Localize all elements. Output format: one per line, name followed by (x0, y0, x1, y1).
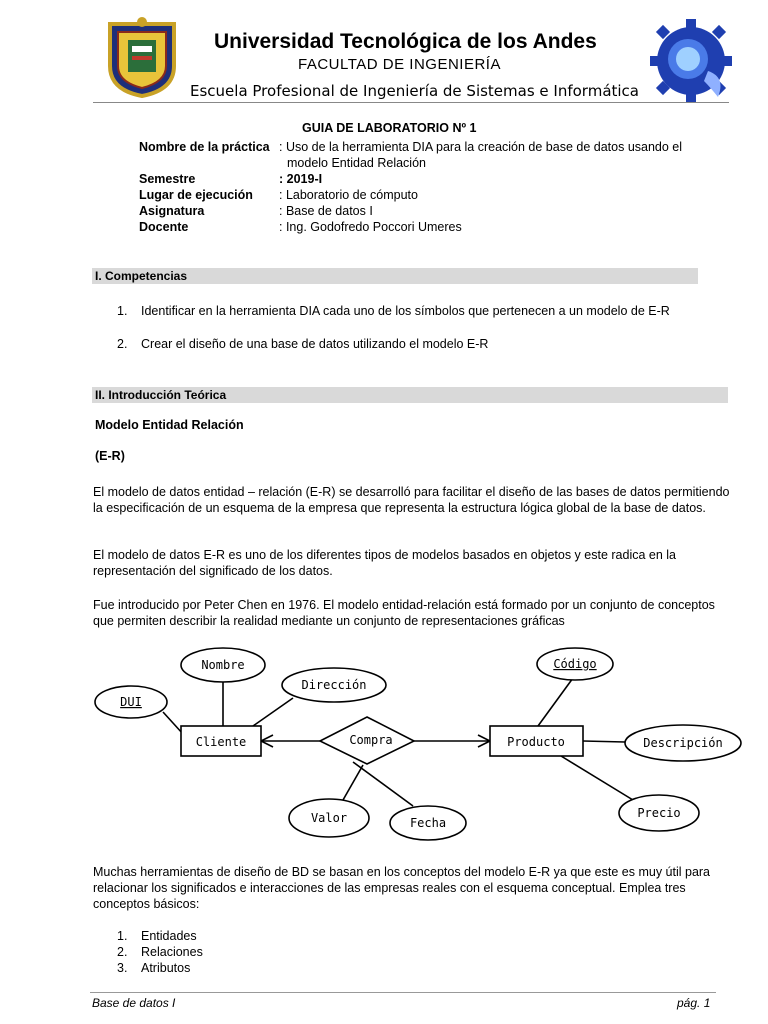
attr-precio: Precio (637, 806, 681, 820)
list-number: 2. (117, 945, 128, 959)
footer-page-number: pág. 1 (677, 996, 711, 1010)
list-text: Atributos (141, 961, 191, 975)
attr-nombre: Nombre (201, 658, 245, 672)
subtitle-abbrev: (E-R) (95, 449, 125, 463)
list-text: Entidades (141, 929, 197, 943)
school-gear-logo-icon (648, 17, 734, 105)
list-item (117, 336, 488, 352)
entity-producto: Producto (507, 735, 565, 749)
info-row-lugar (139, 187, 699, 203)
list-item (117, 303, 670, 319)
attr-codigo: Código (553, 657, 597, 671)
edge-producto-descripcion (583, 741, 625, 742)
paragraph-3: Fue introducido por Peter Chen en 1976. El modelo entidad-relación está formado por un conjunto de conceptos que permiten describir la realidad mediante un conjunto de representaciones gráficas (93, 598, 715, 628)
attr-descripcion: Descripción (643, 736, 723, 750)
university-seal-icon (102, 16, 182, 98)
list-text: Identificar en la herramienta DIA cada uno de los símbolos que pertenecen a un modelo de E-R (141, 304, 670, 318)
list-number: 2. (117, 337, 128, 351)
info-label (139, 155, 279, 171)
edge-producto-precio (561, 756, 633, 800)
info-row-semestre (139, 171, 699, 187)
paragraph-1: El modelo de datos entidad – relación (E-R) se desarrolló para facilitar el diseño de las bases de datos permitiendo la especificación de un esquema de la empresa que representa la estructura lógica global de la base de datos. (93, 485, 730, 515)
edge-compra-fecha (353, 762, 413, 806)
info-label: Lugar de ejecución (139, 188, 253, 202)
list-number: 3. (117, 961, 128, 975)
er-diagram (93, 640, 753, 845)
info-value: : Laboratorio de cómputo (279, 188, 418, 202)
paragraph-2: El modelo de datos E-R es uno de los diferentes tipos de modelos basados en objetos y este radica en la representación del significado de los datos. (93, 548, 676, 578)
edge-dui-cliente (163, 712, 183, 734)
info-row-docente (139, 219, 699, 235)
school-name: Escuela Profesional de Ingeniería de Sistemas e Informática (190, 82, 639, 100)
practice-info (139, 139, 699, 235)
faculty-name: FACULTAD DE INGENIERÍA (298, 56, 501, 73)
edge-direccion-cliente (253, 698, 293, 726)
list-number: 1. (117, 929, 128, 943)
subtitle: Modelo Entidad Relación (95, 418, 244, 432)
footer-divider (90, 992, 716, 993)
list-number: 1. (117, 304, 128, 318)
info-value: : Uso de la herramienta DIA para la creación de base de datos usando el (279, 140, 683, 154)
university-name: Universidad Tecnológica de los Andes (214, 30, 597, 53)
edge-compra-valor (343, 765, 363, 800)
list-text: Crear el diseño de una base de datos utilizando el modelo E-R (141, 337, 489, 351)
paragraph-4: Muchas herramientas de diseño de BD se basan en los conceptos del modelo E-R ya que este es muy útil para relacionar los significados e interacciones de las empresas reales con el esquema conceptual. Emplea tres conceptos básicos: (93, 865, 711, 911)
info-label: Semestre (139, 172, 196, 186)
info-row-asignatura (139, 203, 699, 219)
info-value: modelo Entidad Relación (287, 156, 426, 170)
attr-valor: Valor (310, 811, 348, 825)
section-heading-competencias: I. Competencias (92, 268, 698, 284)
info-label: Docente (139, 220, 189, 234)
attr-fecha: Fecha (409, 816, 447, 830)
info-row-nombre-cont (139, 155, 699, 171)
list-item (117, 928, 203, 944)
info-label: Asignatura (139, 204, 205, 218)
attr-direccion: Dirección (301, 678, 367, 692)
footer-course: Base de datos I (92, 996, 176, 1010)
list-item (117, 944, 203, 960)
info-value: : Base de datos I (279, 204, 373, 218)
header-divider (93, 102, 729, 103)
info-label: Nombre de la práctica (139, 140, 270, 154)
list-text: Relaciones (141, 945, 203, 959)
entity-cliente: Cliente (195, 735, 247, 749)
info-row-nombre (139, 139, 699, 155)
info-value: : 2019-I (279, 172, 323, 186)
edge-codigo-producto (538, 678, 573, 726)
info-value: : Ing. Godofredo Poccori Umeres (279, 220, 462, 234)
relation-compra: Compra (349, 733, 393, 747)
attr-dui: DUI (120, 695, 142, 709)
list-item (117, 960, 203, 976)
section-heading-introduccion: II. Introducción Teórica (92, 387, 728, 403)
guia-title: GUIA DE LABORATORIO Nº 1 (302, 121, 477, 135)
basic-concepts-list (117, 928, 203, 976)
